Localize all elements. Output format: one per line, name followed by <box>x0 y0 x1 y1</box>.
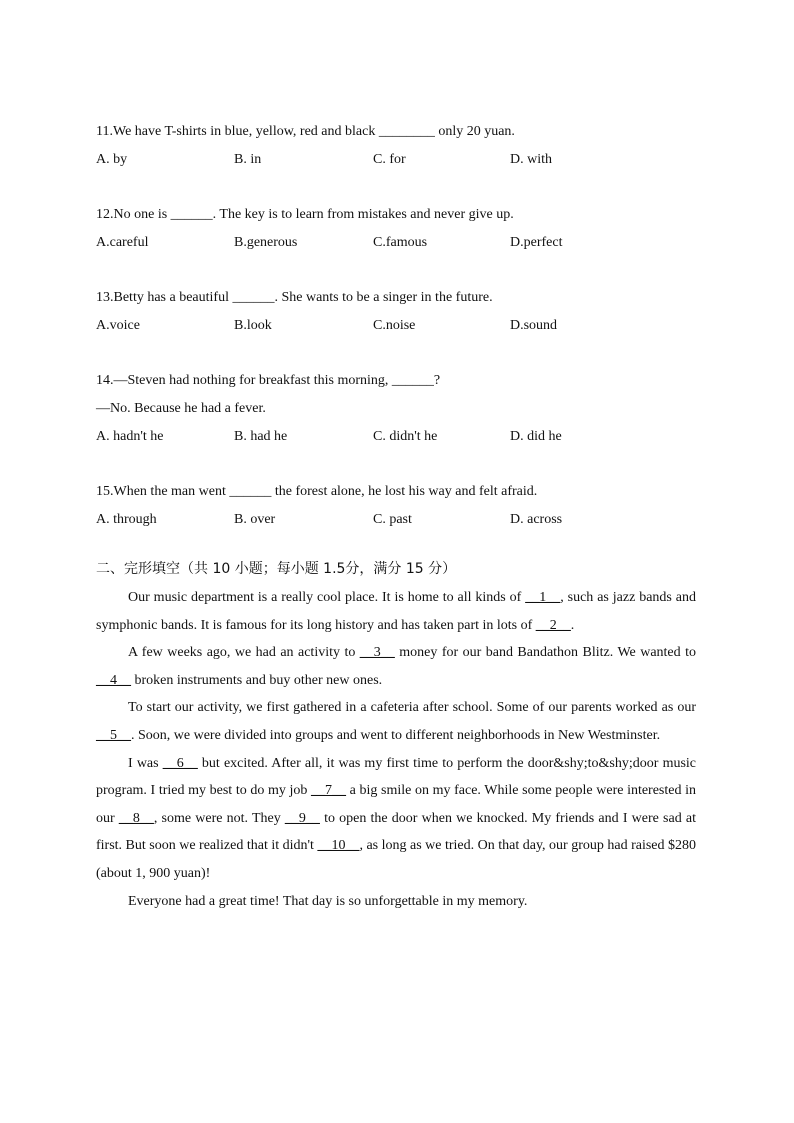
option-c: C. didn't he <box>373 429 438 444</box>
passage-paragraph-4 <box>96 750 696 888</box>
passage-paragraph-2 <box>96 639 696 694</box>
text: . Soon, we were divided into groups and went to different neighborhoods in New Westminster. <box>131 727 661 743</box>
option-c: C. past <box>373 512 412 527</box>
blank-6: __6__ <box>162 755 198 771</box>
option-c: C. for <box>373 152 406 167</box>
passage-paragraph-5 <box>96 888 696 916</box>
blank-9: __9__ <box>284 810 320 826</box>
text: , as long as we tried. On that day, our group had raised $280 (about 1, 900 yuan)! <box>96 838 697 881</box>
option-d: D. across <box>510 512 563 527</box>
text: A few weeks ago, we had an activity to <box>128 645 360 661</box>
question-stem: 12.No one is ______. The key is to learn from mistakes and never give up. <box>96 207 514 222</box>
options-row <box>96 229 696 257</box>
option-a: A. by <box>96 152 128 167</box>
option-b: B. had he <box>234 429 288 444</box>
question-stem: 13.Betty has a beautiful ______. She wants to be a singer in the future. <box>96 290 493 305</box>
text: broken instruments and buy other new ones. <box>131 672 383 688</box>
blank-8: __8__ <box>118 810 154 826</box>
option-c: C.noise <box>373 318 416 333</box>
options-row <box>96 423 696 451</box>
option-d: D. with <box>510 152 552 167</box>
blank-3: __3__ <box>359 645 395 661</box>
question-stem-reply: —No. Because he had a fever. <box>96 401 266 416</box>
option-d: D. did he <box>510 429 562 444</box>
options-row <box>96 146 696 174</box>
option-b: B. over <box>234 512 276 527</box>
text: Our music department is a really cool place. It is home to all kinds of <box>128 590 526 605</box>
option-a: A. hadn't he <box>96 429 164 444</box>
blank-10: __10__ <box>317 838 360 854</box>
passage-paragraph-1 <box>96 584 696 639</box>
blank-4: __4__ <box>96 672 131 688</box>
question-stem: 14.—Steven had nothing for breakfast this morning, ______? <box>96 373 441 388</box>
blank-2: __2__ <box>535 617 571 633</box>
option-d: D.sound <box>510 318 558 333</box>
text: Everyone had a great time! That day is so unforgettable in my memory. <box>128 893 528 909</box>
question-13 <box>96 284 696 340</box>
question-12 <box>96 201 696 257</box>
text: to open the door when we knocked. My friends and I were sad at first. But soon we realized that it didn't <box>96 810 696 854</box>
text: a big smile on my face. While some people were interested in our <box>96 783 697 826</box>
question-15 <box>96 478 696 534</box>
option-c: C.famous <box>373 235 428 250</box>
exam-page <box>96 118 696 915</box>
text: . <box>570 617 575 633</box>
passage-paragraph-3 <box>96 694 696 749</box>
blank-7: __7__ <box>311 783 347 799</box>
text: To start our activity, we first gathered in a cafeteria after school. Some of our parents worked as our <box>128 700 696 716</box>
text: money for our band Bandathon Blitz. We wanted to <box>394 645 696 661</box>
question-stem: 11.We have T-shirts in blue, yellow, red and black ________ only 20 yuan. <box>96 124 515 139</box>
section-title: 二、完形填空（共 10 小题；每小题 1.5分，满分 15 分） <box>96 561 457 577</box>
question-11 <box>96 118 696 174</box>
text: , some were not. They <box>153 810 285 826</box>
question-stem: 15.When the man went ______ the forest alone, he lost his way and felt afraid. <box>96 484 538 499</box>
text: but excited. After all, it was my first time to perform the door&shy;to&shy;door music program. I tried my best to do my job <box>96 755 697 799</box>
option-a: A.careful <box>96 235 149 250</box>
question-14 <box>96 367 696 451</box>
option-b: B.look <box>234 318 272 333</box>
blank-1: __1__ <box>525 590 561 605</box>
options-row <box>96 312 696 340</box>
option-b: B. in <box>234 152 262 167</box>
text: , such as jazz bands and symphonic bands. It is famous for its long history and has taken part in lots of <box>96 590 697 633</box>
option-d: D.perfect <box>510 235 563 250</box>
option-b: B.generous <box>234 235 298 250</box>
option-a: A. through <box>96 512 157 527</box>
blank-5: __5__ <box>96 727 131 743</box>
options-row <box>96 506 696 534</box>
option-a: A.voice <box>96 318 140 333</box>
text: I was <box>128 755 163 771</box>
